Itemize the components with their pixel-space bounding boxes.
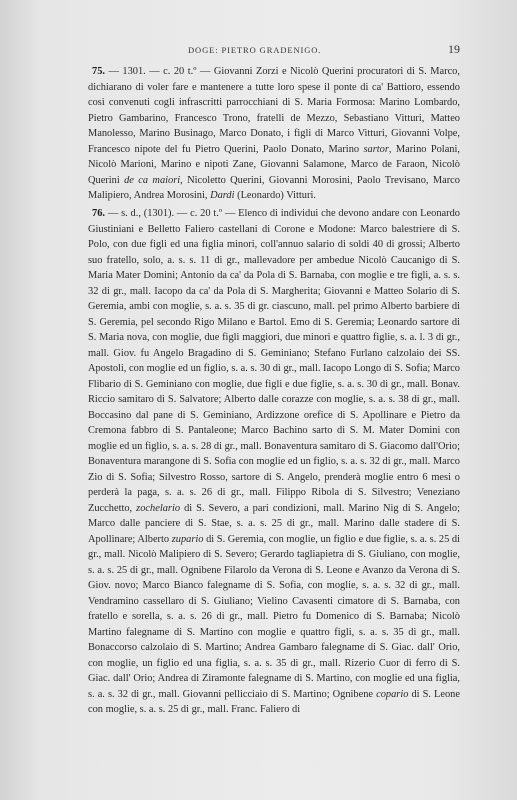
text-segment: — 1301. — c. 20 t.º — Giovanni Zorzi e Nicolò Querini procuratori di S. Marco, dichiarano di voler fare e mantenere a tutte loro spese il ponte di ca' Battioro, essendo così convenuti cogli infrascritti parrocchiani di S. Maria Formosa: Marino Lombardo, Pietro Gambarino, Francesco Trono, fratelli de Mezzo, Sebastiano Vitturi, Matteo Manolesso, Marino Businago, Marco Donato, i figli di Marco Vitturi, Giovanni Volpe, Francesco nipote del fu Pietro Querini, Paolo Donato, Marino xyxy=(88,66,460,155)
text-segment: , Marino Polani, Nicolò Marioni, Marino e nipoti Zane, Giovanni Salamone, Marco de Faraon, Nicolò Querini xyxy=(88,143,460,186)
text-segment: di S. Severo, a pari condizioni, mall. Marino Nig di S. Angelo; Marco dalle panciere di S. Stae, s. a. s. 25 di gr., mall. Marino dalle stadere di S. Apollinare; Alberto xyxy=(88,502,461,545)
entry-76 xyxy=(88,206,460,718)
italic-term: sartor xyxy=(363,143,389,155)
text-segment: di S. Leone con moglie, s. a. s. 25 di gr., mall. Franc. Faliero di xyxy=(88,688,460,715)
italic-term: zupario xyxy=(171,533,204,545)
running-header xyxy=(80,44,460,58)
text-segment: (Leonardo) Vitturi. xyxy=(234,190,316,201)
italic-term: zochelario xyxy=(136,502,181,514)
entry-75 xyxy=(88,64,460,204)
entry-text xyxy=(88,208,460,715)
entry-number: 76. xyxy=(92,208,105,219)
italic-term: copario xyxy=(376,688,409,700)
text-segment: — s. d., (1301). — c. 20 t.º — Elenco di individui che devono andare con Leonardo Giustiniani e Belletto Faliero castellani di Corone e Modone: Marco balestriere di S. Polo, con due figli ed una figlia minori, coll'annuo salario di soldi 40 di grossi; Alberto suo fratello, solo, a. s. s. 11 di gr., mallevadore per ambedue Nicolò Caucanigo di S. Maria Mater Domini; Antonio da ca' da Pola di S. Barnaba, con moglie e tre figli, a. s. s. 32 di gr., mall. Iacopo da ca' da Pola di S. Margherita; Giovanni e Matteo Solario di S. Geremia, ambi con moglie, s. a. s. 35 di gr. ciascuno, mall. pel primo Alberto barbiere di S. Geremia, pel secondo Rigo Milano e Bartol. Emo di S. Geremia; Leonardo sartore di S. Maria nova, con moglie, due figli maggiori, due minori e quattro figlie, s. a. l. 3 di gr., mall. Giov. fu Angelo Bragadino di S. Geminiano; Stefano Furlano calzolaio dei SS. Apostoli, con moglie ed un figlio, s. a. s. 30 di gr., mall. Iacopo Longo di S. Sofia; Marco Flibario di S. Geminiano con moglie, due figli e due figlie, s. a. s. 30 di gr., mall. Bonav. Riccio samitaro di S. Salvatore; Alberto dalle corazze con moglie, s. a. s. 38 di gr., mall. Boccasino dal pane di S. Geminiano, Ardizzone orefice di S. Apollinare e Pietro da Cremona fabbro di S. Pantaleone; Marco Bachino sarto di S. M. Mater Domini con moglie ed un figlio, s. a. s. 28 di gr., mall. Bonaventura samitaro di S. Giacomo dall'Orio; Bonaventura marangone di S. Sofia con moglie ed un figlio, s. a. s. 32 di gr., mall. Marco Zio di S. Sofia; Silvestro Rosso, sartore di S. Angelo, prenderà moglie entro 6 mesi o perderà la paga, s. a. s. 26 di gr., mall. Filippo Ribola di S. Silvestro; Veneziano Zucchetto, xyxy=(88,208,460,514)
page-number: 19 xyxy=(448,42,460,56)
italic-term: de ca maiori xyxy=(124,174,181,186)
text-segment: , Nicoletto Querini, Giovanni Morosini, Paolo Trevisano, Marco Malipiero, Andrea Morosini, xyxy=(88,174,460,201)
entry-text xyxy=(88,66,460,201)
running-title: DOGE: PIETRO GRADENIGO. xyxy=(188,45,322,55)
text-segment: di S. Geremia, con moglie, un figlio e due figlie, s. a. s. 25 di gr., mall. Nicolò Malipiero di S. Severo; Gerardo tagliapietra di S. Giuliano, con moglie, s. a. s. 25 di gr., mall. Ognibene Filarolo da Verona di S. Leone e Avanzo da Verona di S. Giov. novo; Marco Bianco falegname di S. Sofia, con moglie, s. a. s. 32 di gr., mall. Vendramino cassellaro di S. Giuliano; Vielino Cavasenti cimatore di S. Barnaba, con fratello e sorella, s. a. s. 26 di gr., mall. Pietro fu Domenico di S. Barnaba; Nicolò Martino falegname di S. Martino con moglie e quattro figli, s. a. s. 35 di gr., mall. Bonaccorso calzolaio di S. Martino; Andrea Gambaro falegname di S. Giac. dall' Orio, con moglie, un figlio ed una figlia, s. a. s. 35 di gr., mall. Rizerio Cuor di ferro di S. Giac. dall' Orio; Andrea di Ziramonte falegname di S. Martino, con moglie ed una figlia, s. a. s. 32 di gr., mall. Giovanni pellicciaio di S. Martino; Ognibene xyxy=(88,533,460,700)
italic-term: Dardi xyxy=(210,190,235,201)
entry-number: 75. xyxy=(92,66,105,77)
